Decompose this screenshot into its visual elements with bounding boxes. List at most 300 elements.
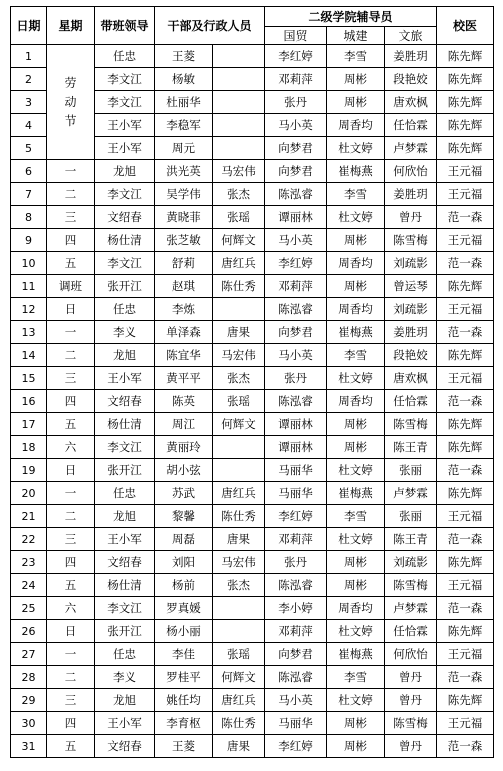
cell-date: 24 — [11, 574, 47, 597]
header-weekday: 星期 — [47, 7, 95, 45]
cell-wenlv: 何欣怡 — [385, 160, 437, 183]
cell-guomao: 陈泓睿 — [265, 298, 327, 321]
cell-staff-secondary — [213, 597, 265, 620]
cell-staff-secondary: 马宏伟 — [213, 551, 265, 574]
cell-guomao: 邓莉萍 — [265, 275, 327, 298]
cell-leader: 王小军 — [95, 114, 155, 137]
header-staff: 干部及行政人员 — [155, 7, 265, 45]
cell-date: 14 — [11, 344, 47, 367]
cell-campus: 陈先辉 — [437, 482, 494, 505]
cell-staff-primary: 黄平平 — [155, 367, 213, 390]
cell-wenlv: 陈雪梅 — [385, 712, 437, 735]
cell-staff-primary: 陈英 — [155, 390, 213, 413]
cell-wenlv: 唐欢枫 — [385, 367, 437, 390]
cell-chengjian: 杜文婷 — [327, 137, 385, 160]
cell-staff-primary: 王菱 — [155, 45, 213, 68]
cell-campus: 陈先辉 — [437, 114, 494, 137]
table-row — [11, 620, 494, 643]
cell-guomao: 陈泓睿 — [265, 666, 327, 689]
cell-chengjian: 杜文婷 — [327, 689, 385, 712]
cell-wenlv: 曾丹 — [385, 689, 437, 712]
cell-date: 23 — [11, 551, 47, 574]
cell-guomao: 邓莉萍 — [265, 68, 327, 91]
cell-chengjian: 崔梅燕 — [327, 643, 385, 666]
cell-staff-secondary: 张瑶 — [213, 390, 265, 413]
cell-staff-primary: 黄丽玲 — [155, 436, 213, 459]
table-row — [11, 735, 494, 758]
cell-campus: 范一森 — [437, 666, 494, 689]
cell-guomao: 马丽华 — [265, 459, 327, 482]
table-row — [11, 551, 494, 574]
cell-date: 18 — [11, 436, 47, 459]
cell-guomao: 向梦君 — [265, 643, 327, 666]
cell-campus: 王元福 — [437, 229, 494, 252]
cell-wenlv: 段艳姣 — [385, 68, 437, 91]
cell-campus: 王元福 — [437, 183, 494, 206]
cell-staff-secondary: 陈仕秀 — [213, 275, 265, 298]
cell-wenlv: 姜胜玥 — [385, 45, 437, 68]
cell-staff-primary: 刘阳 — [155, 551, 213, 574]
cell-guomao: 向梦君 — [265, 321, 327, 344]
header-chengjian: 城建 — [327, 27, 385, 45]
table-row — [11, 528, 494, 551]
cell-staff-secondary: 张瑶 — [213, 206, 265, 229]
cell-weekday: 日 — [47, 298, 95, 321]
cell-staff-secondary — [213, 137, 265, 160]
cell-date: 16 — [11, 390, 47, 413]
cell-chengjian: 周彬 — [327, 275, 385, 298]
cell-campus: 范一森 — [437, 735, 494, 758]
cell-campus: 陈先辉 — [437, 689, 494, 712]
cell-weekday: 五 — [47, 413, 95, 436]
cell-leader: 文绍春 — [95, 735, 155, 758]
cell-chengjian: 崔梅燕 — [327, 321, 385, 344]
cell-weekday: 一 — [47, 643, 95, 666]
cell-leader: 任忠 — [95, 45, 155, 68]
cell-weekday: 四 — [47, 712, 95, 735]
cell-guomao: 马丽华 — [265, 712, 327, 735]
cell-guomao: 邓莉萍 — [265, 528, 327, 551]
cell-staff-primary: 张芝敏 — [155, 229, 213, 252]
cell-date: 8 — [11, 206, 47, 229]
cell-leader: 李义 — [95, 666, 155, 689]
cell-staff-primary: 杜丽华 — [155, 91, 213, 114]
table-row — [11, 45, 494, 68]
cell-weekday: 四 — [47, 390, 95, 413]
cell-chengjian: 杜文婷 — [327, 528, 385, 551]
header-leader: 带班领导 — [95, 7, 155, 45]
cell-chengjian: 杜文婷 — [327, 459, 385, 482]
cell-weekday: 六 — [47, 436, 95, 459]
duty-schedule-table — [10, 6, 494, 758]
cell-leader: 文绍春 — [95, 390, 155, 413]
cell-chengjian: 周彬 — [327, 436, 385, 459]
cell-date: 11 — [11, 275, 47, 298]
cell-wenlv: 陈雪梅 — [385, 574, 437, 597]
cell-staff-primary: 周江 — [155, 413, 213, 436]
cell-chengjian: 周香均 — [327, 252, 385, 275]
cell-staff-secondary: 唐红兵 — [213, 482, 265, 505]
cell-leader: 龙旭 — [95, 689, 155, 712]
table-row — [11, 275, 494, 298]
cell-wenlv: 曾运琴 — [385, 275, 437, 298]
cell-leader: 王小军 — [95, 528, 155, 551]
cell-guomao: 马小英 — [265, 344, 327, 367]
header-date: 日期 — [11, 7, 47, 45]
cell-staff-secondary: 唐红兵 — [213, 252, 265, 275]
cell-campus: 陈先辉 — [437, 137, 494, 160]
cell-staff-primary: 李稳军 — [155, 114, 213, 137]
cell-weekday: 日 — [47, 459, 95, 482]
cell-staff-secondary — [213, 436, 265, 459]
cell-wenlv: 陈王青 — [385, 436, 437, 459]
cell-guomao: 张丹 — [265, 91, 327, 114]
cell-campus: 王元福 — [437, 505, 494, 528]
cell-guomao: 马小英 — [265, 689, 327, 712]
cell-leader: 李文江 — [95, 597, 155, 620]
cell-campus: 陈先辉 — [437, 68, 494, 91]
cell-staff-primary: 李育枢 — [155, 712, 213, 735]
cell-leader: 文绍春 — [95, 551, 155, 574]
cell-campus: 陈先辉 — [437, 413, 494, 436]
cell-weekday: 五 — [47, 252, 95, 275]
cell-campus: 范一森 — [437, 206, 494, 229]
cell-chengjian: 周彬 — [327, 229, 385, 252]
cell-staff-secondary: 陈仕秀 — [213, 712, 265, 735]
cell-staff-primary: 周元 — [155, 137, 213, 160]
cell-campus: 范一森 — [437, 459, 494, 482]
cell-leader: 任忠 — [95, 482, 155, 505]
cell-date: 26 — [11, 620, 47, 643]
cell-staff-secondary: 张瑶 — [213, 643, 265, 666]
cell-leader: 李文江 — [95, 68, 155, 91]
cell-date: 9 — [11, 229, 47, 252]
cell-wenlv: 卢梦霖 — [385, 482, 437, 505]
table-row — [11, 712, 494, 735]
cell-weekday: 二 — [47, 666, 95, 689]
cell-staff-primary: 杨前 — [155, 574, 213, 597]
cell-wenlv: 曾丹 — [385, 666, 437, 689]
cell-guomao: 李红婷 — [265, 735, 327, 758]
cell-staff-secondary — [213, 114, 265, 137]
cell-date: 21 — [11, 505, 47, 528]
cell-staff-primary: 杨敏 — [155, 68, 213, 91]
cell-staff-secondary: 马宏伟 — [213, 160, 265, 183]
cell-leader: 文绍春 — [95, 206, 155, 229]
cell-chengjian: 杜文婷 — [327, 206, 385, 229]
cell-weekday: 四 — [47, 551, 95, 574]
cell-staff-primary: 黄晓菲 — [155, 206, 213, 229]
cell-staff-secondary — [213, 459, 265, 482]
cell-wenlv: 刘疏影 — [385, 252, 437, 275]
cell-staff-secondary: 何辉文 — [213, 229, 265, 252]
cell-staff-secondary — [213, 298, 265, 321]
table-row — [11, 206, 494, 229]
cell-chengjian: 周彬 — [327, 712, 385, 735]
cell-chengjian: 李雪 — [327, 183, 385, 206]
cell-weekday: 四 — [47, 229, 95, 252]
cell-wenlv: 任恰霖 — [385, 390, 437, 413]
cell-leader: 张开江 — [95, 459, 155, 482]
cell-guomao: 张丹 — [265, 551, 327, 574]
cell-staff-secondary: 马宏伟 — [213, 344, 265, 367]
cell-campus: 王元福 — [437, 298, 494, 321]
cell-leader: 杨仕清 — [95, 229, 155, 252]
cell-staff-primary: 罗真媛 — [155, 597, 213, 620]
table-row — [11, 344, 494, 367]
cell-staff-primary: 陈宜华 — [155, 344, 213, 367]
cell-leader: 李义 — [95, 321, 155, 344]
cell-guomao: 向梦君 — [265, 137, 327, 160]
table-row — [11, 229, 494, 252]
cell-date: 5 — [11, 137, 47, 160]
cell-guomao: 李红婷 — [265, 252, 327, 275]
cell-campus: 陈先辉 — [437, 344, 494, 367]
cell-weekday: 三 — [47, 367, 95, 390]
cell-chengjian: 周彬 — [327, 574, 385, 597]
cell-date: 10 — [11, 252, 47, 275]
cell-campus: 王元福 — [437, 160, 494, 183]
cell-campus: 范一森 — [437, 321, 494, 344]
cell-wenlv: 任恰霖 — [385, 620, 437, 643]
cell-date: 15 — [11, 367, 47, 390]
cell-leader: 杨仕清 — [95, 413, 155, 436]
cell-leader: 龙旭 — [95, 344, 155, 367]
cell-guomao: 陈泓睿 — [265, 574, 327, 597]
cell-date: 29 — [11, 689, 47, 712]
cell-leader: 任忠 — [95, 298, 155, 321]
cell-leader: 李文江 — [95, 183, 155, 206]
cell-weekday: 日 — [47, 620, 95, 643]
cell-chengjian: 李雪 — [327, 344, 385, 367]
cell-staff-primary: 苏武 — [155, 482, 213, 505]
cell-wenlv: 卢梦霖 — [385, 137, 437, 160]
cell-guomao: 李小婷 — [265, 597, 327, 620]
cell-staff-primary: 赵琪 — [155, 275, 213, 298]
cell-staff-secondary: 何辉文 — [213, 666, 265, 689]
cell-date: 4 — [11, 114, 47, 137]
cell-staff-secondary: 唐果 — [213, 321, 265, 344]
cell-campus: 范一森 — [437, 528, 494, 551]
table-row — [11, 574, 494, 597]
cell-leader: 李文江 — [95, 252, 155, 275]
cell-campus: 陈先辉 — [437, 91, 494, 114]
cell-guomao: 谭丽林 — [265, 436, 327, 459]
cell-leader: 龙旭 — [95, 505, 155, 528]
table-row — [11, 367, 494, 390]
cell-guomao: 向梦君 — [265, 160, 327, 183]
cell-wenlv: 陈雪梅 — [385, 229, 437, 252]
cell-weekday: 调班 — [47, 275, 95, 298]
cell-leader: 任忠 — [95, 643, 155, 666]
cell-weekday: 二 — [47, 505, 95, 528]
cell-wenlv: 曾丹 — [385, 206, 437, 229]
cell-leader: 王小军 — [95, 712, 155, 735]
cell-staff-primary: 黎馨 — [155, 505, 213, 528]
cell-guomao: 陈泓睿 — [265, 183, 327, 206]
cell-wenlv: 姜胜玥 — [385, 183, 437, 206]
cell-date: 27 — [11, 643, 47, 666]
cell-chengjian: 周彬 — [327, 91, 385, 114]
cell-date: 31 — [11, 735, 47, 758]
cell-staff-primary: 李炼 — [155, 298, 213, 321]
cell-staff-primary: 舒莉 — [155, 252, 213, 275]
table-row — [11, 160, 494, 183]
cell-date: 3 — [11, 91, 47, 114]
cell-staff-secondary: 张杰 — [213, 574, 265, 597]
cell-campus: 范一森 — [437, 390, 494, 413]
cell-wenlv: 刘疏影 — [385, 551, 437, 574]
cell-weekday: 二 — [47, 344, 95, 367]
cell-wenlv: 陈雪梅 — [385, 413, 437, 436]
header-campus: 校医 — [437, 7, 494, 45]
header-guomao: 国贸 — [265, 27, 327, 45]
cell-staff-primary: 胡小弦 — [155, 459, 213, 482]
cell-guomao: 李红婷 — [265, 45, 327, 68]
cell-staff-secondary: 唐红兵 — [213, 689, 265, 712]
table-row — [11, 689, 494, 712]
cell-leader: 杨仕清 — [95, 574, 155, 597]
cell-weekday: 五 — [47, 735, 95, 758]
cell-campus: 范一森 — [437, 597, 494, 620]
cell-wenlv: 张丽 — [385, 459, 437, 482]
cell-weekday-holiday — [47, 45, 95, 160]
cell-leader: 王小军 — [95, 367, 155, 390]
cell-staff-secondary: 何辉文 — [213, 413, 265, 436]
cell-date: 20 — [11, 482, 47, 505]
cell-staff-secondary — [213, 620, 265, 643]
cell-guomao: 马小英 — [265, 114, 327, 137]
cell-staff-primary: 杨小丽 — [155, 620, 213, 643]
table-row — [11, 413, 494, 436]
cell-date: 22 — [11, 528, 47, 551]
cell-guomao: 马丽华 — [265, 482, 327, 505]
cell-campus: 王元福 — [437, 643, 494, 666]
cell-staff-primary: 罗桂平 — [155, 666, 213, 689]
cell-campus: 王元福 — [437, 712, 494, 735]
cell-chengjian: 李雪 — [327, 505, 385, 528]
cell-staff-secondary: 唐果 — [213, 528, 265, 551]
cell-campus: 陈先辉 — [437, 436, 494, 459]
cell-wenlv: 刘疏影 — [385, 298, 437, 321]
cell-date: 30 — [11, 712, 47, 735]
cell-chengjian: 李雪 — [327, 666, 385, 689]
cell-date: 6 — [11, 160, 47, 183]
cell-chengjian: 周彬 — [327, 551, 385, 574]
cell-chengjian: 李雪 — [327, 45, 385, 68]
cell-leader: 龙旭 — [95, 160, 155, 183]
holiday-label: 劳 动 节 — [64, 75, 77, 128]
cell-wenlv: 陈王青 — [385, 528, 437, 551]
cell-staff-primary: 李佳 — [155, 643, 213, 666]
cell-guomao: 李红婷 — [265, 505, 327, 528]
cell-staff-primary: 王菱 — [155, 735, 213, 758]
header-wenlv: 文旅 — [385, 27, 437, 45]
cell-date: 13 — [11, 321, 47, 344]
cell-campus: 陈先辉 — [437, 551, 494, 574]
table-row — [11, 666, 494, 689]
cell-date: 25 — [11, 597, 47, 620]
cell-staff-primary: 姚任均 — [155, 689, 213, 712]
cell-weekday: 三 — [47, 528, 95, 551]
cell-weekday: 一 — [47, 482, 95, 505]
cell-staff-secondary: 陈仕秀 — [213, 505, 265, 528]
cell-date: 2 — [11, 68, 47, 91]
cell-guomao: 马小英 — [265, 229, 327, 252]
cell-wenlv: 唐欢枫 — [385, 91, 437, 114]
cell-wenlv: 何欣怡 — [385, 643, 437, 666]
cell-staff-secondary: 唐果 — [213, 735, 265, 758]
table-row — [11, 505, 494, 528]
cell-date: 1 — [11, 45, 47, 68]
cell-wenlv: 张丽 — [385, 505, 437, 528]
cell-staff-secondary: 张杰 — [213, 367, 265, 390]
table-row — [11, 252, 494, 275]
cell-chengjian: 崔梅燕 — [327, 482, 385, 505]
cell-campus: 陈先辉 — [437, 45, 494, 68]
cell-chengjian: 杜文婷 — [327, 367, 385, 390]
cell-chengjian: 周香均 — [327, 298, 385, 321]
cell-staff-secondary — [213, 68, 265, 91]
cell-staff-primary: 洪光英 — [155, 160, 213, 183]
cell-campus: 王元福 — [437, 574, 494, 597]
cell-leader: 李文江 — [95, 436, 155, 459]
cell-date: 12 — [11, 298, 47, 321]
cell-leader: 王小军 — [95, 137, 155, 160]
cell-weekday: 二 — [47, 183, 95, 206]
table-row — [11, 390, 494, 413]
cell-leader: 李文江 — [95, 91, 155, 114]
cell-chengjian: 周香均 — [327, 114, 385, 137]
table-row — [11, 643, 494, 666]
cell-weekday: 五 — [47, 574, 95, 597]
cell-chengjian: 周彬 — [327, 68, 385, 91]
cell-chengjian: 杜文婷 — [327, 620, 385, 643]
cell-guomao: 谭丽林 — [265, 413, 327, 436]
cell-weekday: 一 — [47, 321, 95, 344]
cell-staff-primary: 周磊 — [155, 528, 213, 551]
table-row — [11, 597, 494, 620]
cell-date: 28 — [11, 666, 47, 689]
cell-campus: 王元福 — [437, 367, 494, 390]
cell-staff-secondary — [213, 91, 265, 114]
table-body — [11, 45, 494, 758]
cell-campus: 陈先辉 — [437, 620, 494, 643]
cell-campus: 范一森 — [437, 252, 494, 275]
cell-wenlv: 曾丹 — [385, 735, 437, 758]
cell-date: 7 — [11, 183, 47, 206]
cell-chengjian: 周彬 — [327, 735, 385, 758]
table-row — [11, 298, 494, 321]
cell-guomao: 陈泓睿 — [265, 390, 327, 413]
cell-date: 17 — [11, 413, 47, 436]
cell-staff-secondary: 张杰 — [213, 183, 265, 206]
header-counselor-group: 二级学院辅导员 — [265, 7, 437, 27]
table-row — [11, 436, 494, 459]
cell-weekday: 三 — [47, 206, 95, 229]
cell-weekday: 三 — [47, 689, 95, 712]
cell-campus: 陈先辉 — [437, 275, 494, 298]
cell-wenlv: 段艳姣 — [385, 344, 437, 367]
cell-guomao: 谭丽林 — [265, 206, 327, 229]
table-header — [11, 7, 494, 45]
cell-wenlv: 卢梦霖 — [385, 597, 437, 620]
cell-leader: 张开江 — [95, 620, 155, 643]
cell-weekday: 六 — [47, 597, 95, 620]
cell-guomao: 邓莉萍 — [265, 620, 327, 643]
table-row — [11, 321, 494, 344]
table-row — [11, 459, 494, 482]
